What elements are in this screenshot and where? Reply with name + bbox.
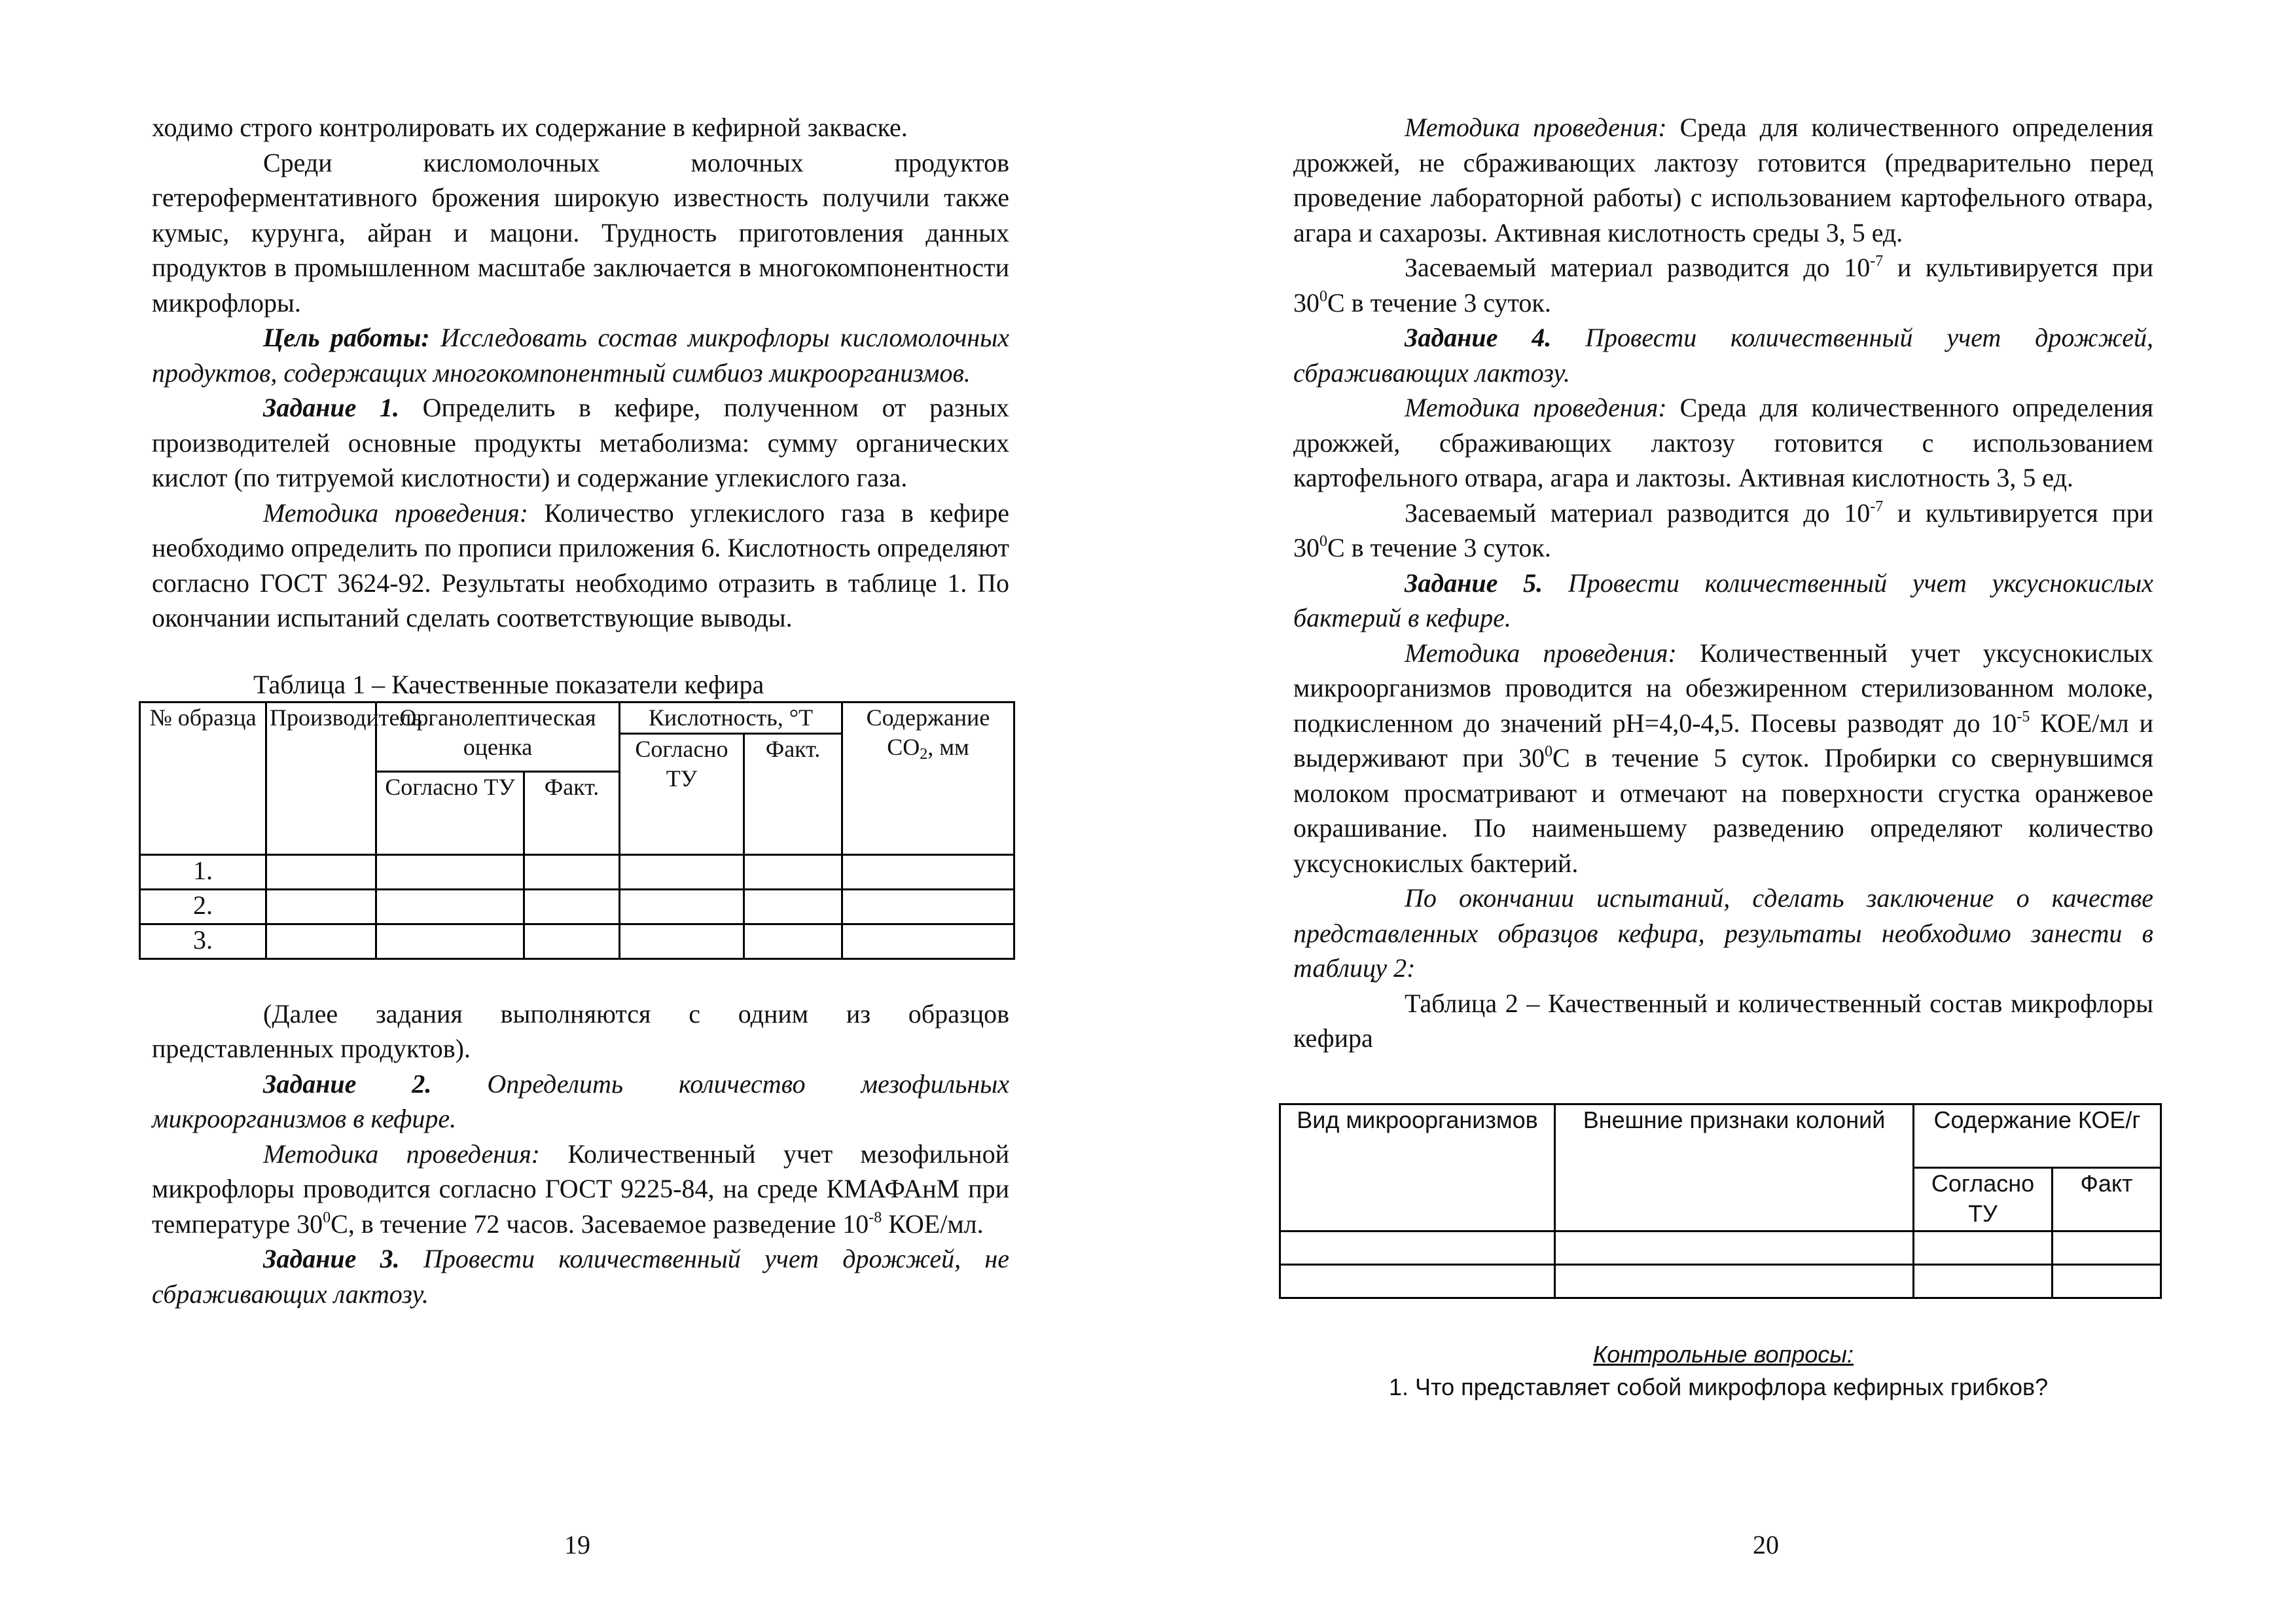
sowing-1	[1293, 250, 2153, 320]
method-5-text-c: С в течение 5 суток. Пробирки со свернувшимся молоком просматривают и отмечают на поверхности сгустка оранжевое окрашивание. По наименьшему разведению определяют количество уксуснокислых бактерий.	[1293, 743, 2154, 878]
task-5	[1293, 566, 2153, 636]
header-acidity-tu: Согласно ТУ	[620, 733, 744, 854]
method-3	[1293, 110, 2153, 250]
header-content-fact: Факт	[2053, 1167, 2161, 1231]
task-1	[152, 390, 1009, 496]
table-row	[140, 889, 1014, 924]
paragraph-2: Среди кисломолочных молочных продуктов гетероферментативного брожения широкую известность получили также кумыс, курунга, айран и мацони. Трудность приготовления данных продуктов в промышленном масштабе заключается в многокомпонентности микрофлоры.	[152, 147, 1009, 318]
table-2	[1279, 1103, 2162, 1299]
task-3	[152, 1241, 1009, 1311]
question-1: 1. Что представляет собой микрофлора кефирных грибков?	[1389, 1373, 2049, 1400]
left-column	[149, 110, 1010, 1311]
row-number: 3.	[140, 924, 266, 958]
method-1-text: Количество углекислого газа в кефире необходимо определить по прописи приложения 6. Кислотность определяют согласно ГОСТ 3624-92. Результаты необходимо отразить в таблице 1. По окончании испытаний сделать соответствующие выводы.	[152, 498, 1009, 632]
header-acidity: Кислотность, °Т	[620, 702, 842, 733]
note-paragraph: (Далее задания выполняются с одним из образцов представленных продуктов).	[152, 998, 1009, 1063]
method-4	[1293, 390, 2153, 496]
page-right	[1148, 0, 2296, 1623]
task-2-label: Задание 2.	[263, 1068, 432, 1099]
table-row	[140, 924, 1014, 958]
table-row	[1280, 1264, 2161, 1298]
conclusion-paragraph: По окончании испытаний, сделать заключение о качестве представленных образцов кефира, результаты необходимо занести в таблицу 2:	[1293, 883, 2153, 983]
method-4-text: Среда для количественного определения дрожжей, сбраживающих лактозу готовится с использованием картофельного отвара, агара и лактозы. Активная кислотность 3, 5 ед.	[1293, 393, 2154, 492]
task-4-label: Задание 4.	[1405, 323, 1552, 352]
page-number-right: 20	[1753, 1530, 1779, 1559]
header-content-tu: Согласно ТУ	[1914, 1167, 2053, 1231]
task-4-text: Провести количественный учет дрожжей, сбраживающих лактозу.	[1293, 323, 2154, 388]
row-number: 1.	[140, 854, 266, 889]
method-1-label: Методика проведения:	[263, 498, 529, 528]
superscript: -8	[869, 1209, 882, 1226]
task-5-text: Провести количественный учет уксуснокислых бактерий в кефире.	[1293, 568, 2153, 632]
header-microorganism-type: Вид микроорганизмов	[1280, 1104, 1555, 1231]
header-organoleptic: Органолептическая оценка	[376, 702, 620, 771]
header-producer: Производитель	[266, 702, 376, 854]
page-number-left: 19	[564, 1530, 590, 1559]
superscript: 0	[323, 1209, 331, 1226]
method-3-label: Методика проведения:	[1405, 113, 1667, 142]
sowing-text-a: Засеваемый материал разводится до 10	[1405, 498, 1871, 528]
table-row	[1280, 1231, 2161, 1264]
row-number: 2.	[140, 889, 266, 924]
method-1	[152, 496, 1009, 636]
co2-label-b: , мм	[927, 733, 969, 760]
goal-text: Исследовать состав микрофлоры кисломолочных продуктов, содержащих многокомпонентный симбиоз микроорганизмов.	[152, 323, 1010, 388]
table-row	[140, 854, 1014, 889]
sowing-text-b: и культивируется при 30	[1293, 253, 2153, 318]
task-2	[152, 1067, 1009, 1137]
task-4	[1293, 320, 2153, 390]
paragraph-1: ходимо строго контролировать их содержание в кефирной закваске.	[152, 113, 908, 142]
superscript: 0	[1319, 533, 1327, 550]
task-1-text: Определить в кефире, полученном от разных производителей основные продукты метаболизма: сумму органических кислот (по титруемой кислотности) и содержание углекислого газа.	[152, 393, 1009, 492]
goal-paragraph	[152, 320, 1009, 390]
sowing-2	[1293, 496, 2153, 566]
method-2	[152, 1137, 1009, 1242]
header-organoleptic-fact: Факт.	[524, 771, 620, 854]
method-2-text-b: С, в течение 72 часов. Засеваемое разведение 10	[331, 1209, 869, 1239]
method-5-label: Методика проведения:	[1405, 638, 1677, 668]
method-2-text-c: КОЕ/мл.	[882, 1209, 984, 1239]
co2-subscript: 2	[920, 745, 928, 763]
superscript: -7	[1870, 498, 1884, 515]
sowing-text-a: Засеваемый материал разводится до 10	[1405, 253, 1871, 282]
control-questions-title: Контрольные вопросы:	[1593, 1340, 1854, 1368]
table-2-caption: Таблица 2 – Качественный и количественный состав микрофлоры кефира	[1293, 988, 2153, 1053]
sowing-text-c: С в течение 3 суток.	[1327, 287, 1551, 318]
method-3-text: Среда для количественного определения дрожжей, не сбраживающих лактозу готовится (предварительно перед проведение лабораторной работы) с использованием картофельного отвара, агара и сахарозы. Активная кислотность среды 3, 5 ед.	[1293, 113, 2154, 247]
header-acidity-fact: Факт.	[744, 733, 842, 854]
superscript: 0	[1319, 287, 1327, 305]
method-5-text-b: КОЕ/мл и выдерживают при 30	[1293, 708, 2153, 773]
header-sample-no: № образца	[140, 702, 266, 854]
header-organoleptic-tu: Согласно ТУ	[376, 771, 524, 854]
right-column	[1293, 110, 2153, 1404]
superscript: 0	[1545, 743, 1553, 760]
method-5-text-a: Количественный учет уксуснокислых микроорганизмов проводится на обезжиренном стерилизованном молоке, подкисленном до значений pH=4,0-4,5. Посевы разводят до 10	[1293, 638, 2153, 738]
task-1-label: Задание 1.	[263, 393, 400, 422]
superscript: -5	[2017, 708, 2030, 725]
header-co2	[842, 702, 1014, 854]
method-2-text-a: Количественный учет мезофильной микрофлоры проводится согласно ГОСТ 9225-84, на среде КМАФАнМ при температуре 30	[152, 1139, 1009, 1239]
task-5-label: Задание 5.	[1405, 568, 1543, 598]
superscript: -7	[1870, 253, 1884, 270]
method-2-label: Методика проведения:	[263, 1139, 540, 1169]
method-4-label: Методика проведения:	[1405, 393, 1667, 422]
sowing-text-c: С в течение 3 суток.	[1327, 533, 1551, 562]
method-5	[1293, 636, 2153, 881]
table-1	[139, 701, 1015, 960]
table-1-caption: Таблица 1 – Качественные показатели кефира	[253, 669, 764, 699]
header-colony-signs: Внешние признаки колоний	[1555, 1104, 1914, 1231]
task-3-label: Задание 3.	[263, 1244, 400, 1273]
co2-label-a: Содержание СО	[866, 704, 990, 760]
task-2-text: Определить количество мезофильных микроорганизмов в кефире.	[152, 1068, 1010, 1133]
goal-label: Цель работы:	[263, 323, 430, 352]
header-content: Содержание КОЕ/г	[1914, 1104, 2161, 1167]
sowing-text-b: и культивируется при 30	[1293, 498, 2153, 562]
task-3-text: Провести количественный учет дрожжей, не сбраживающих лактозу.	[152, 1244, 1009, 1309]
